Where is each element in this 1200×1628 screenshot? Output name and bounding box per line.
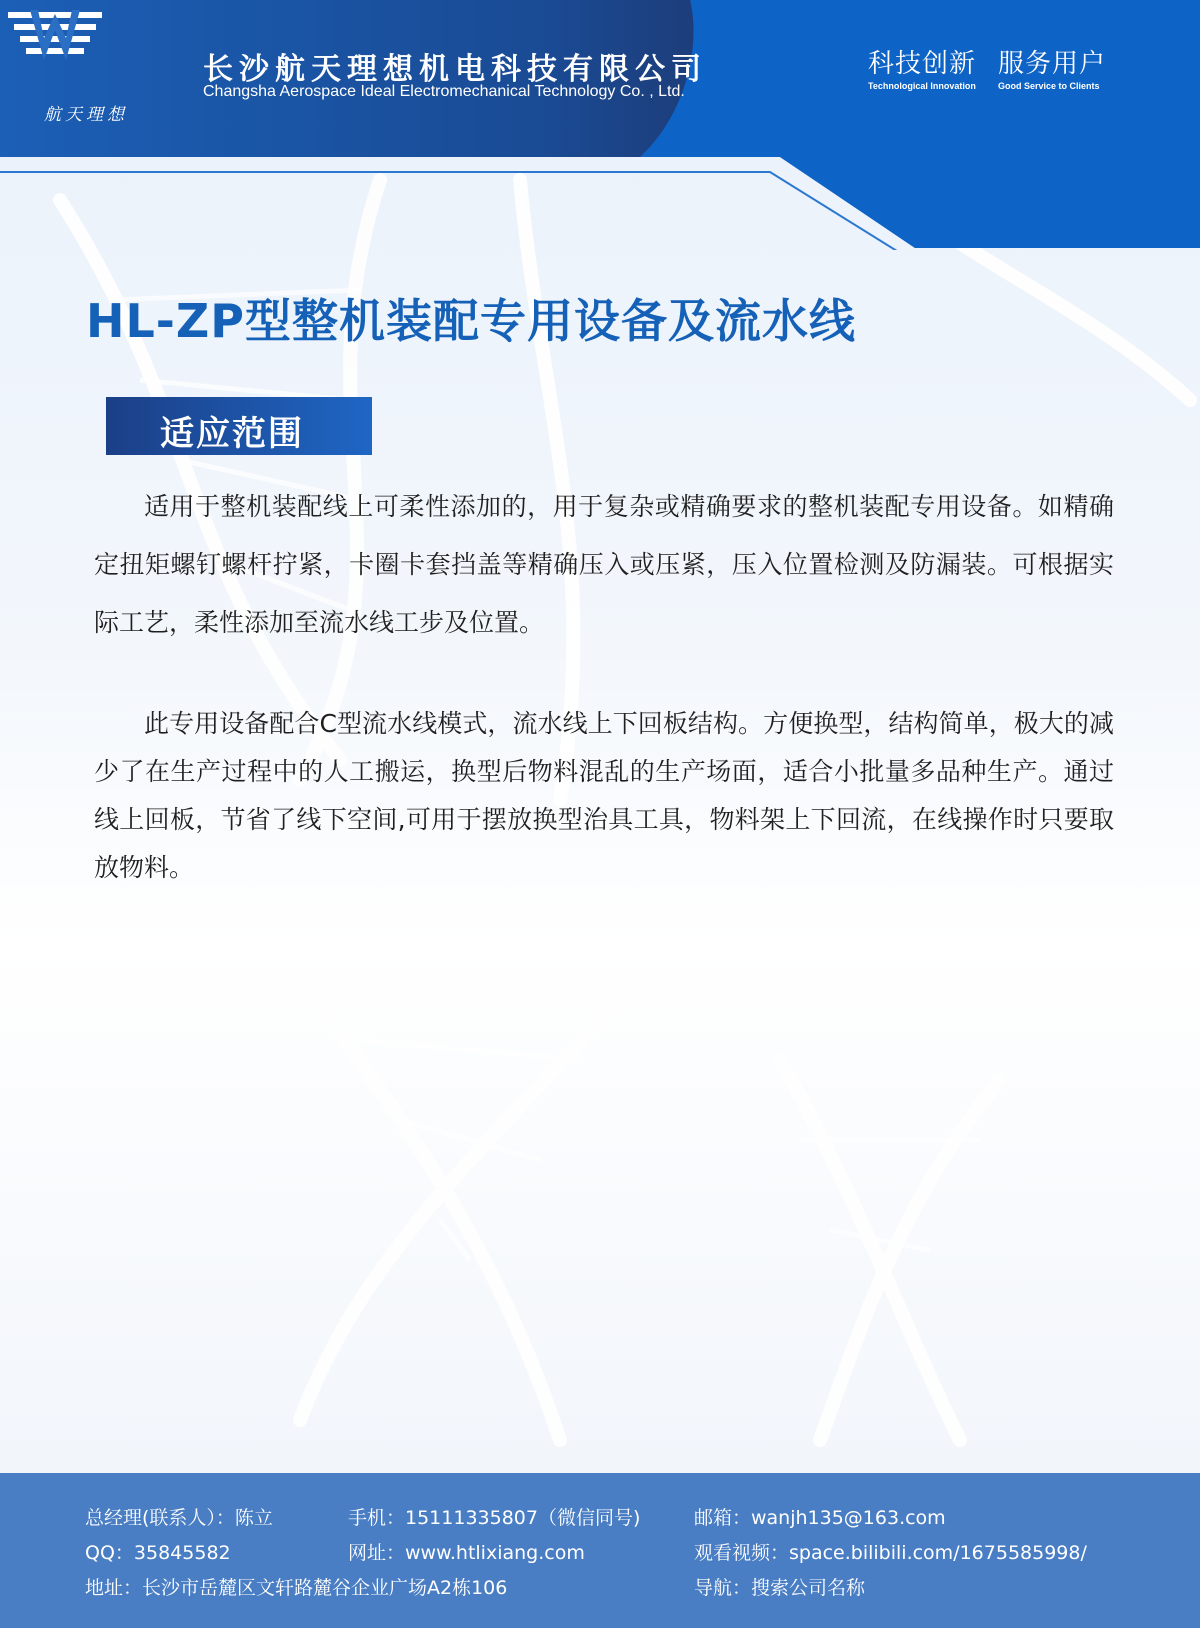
slogan-service [998, 43, 1106, 91]
footer-website[interactable]: 网址：www.htlixiang.com [348, 1542, 585, 1564]
contact-footer [0, 1473, 1200, 1628]
footer-email[interactable]: 邮箱：wanjh135@163.com [694, 1507, 946, 1529]
footer-qq: QQ：35845582 [85, 1542, 231, 1564]
footer-manager: 总经理(联系人）：陈立 [85, 1507, 273, 1529]
footer-navigation: 导航：搜索公司名称 [694, 1577, 866, 1599]
footer-video-link[interactable]: 观看视频：space.bilibili.com/1675585998/ [694, 1542, 1087, 1564]
slogan-innovation-en: Technological Innovation [868, 81, 976, 91]
footer-phone: 手机：15111335807（微信同号) [348, 1507, 641, 1529]
slogan-service-cn: 服务用户 [998, 49, 1107, 79]
company-name-en: Changsha Aerospace Ideal Electromechanical Technology Co. , Ltd. [203, 83, 685, 100]
paragraph-structure: 此专用设备配合C型流水线模式，流水线上下回板结构。方便换型，结构简单，极大的减少了在生产过程中的人工搬运，换型后物料混乱的生产场面，适合小批量多品种生产。通过线上回板，节省了线下空间,可用于摆放换型治具工具，物料架上下回流，在线操作时只要取放物料。 [94, 709, 1114, 882]
slogan-innovation [868, 43, 976, 91]
company-name-cn: 长沙航天理想机电科技有限公司 [203, 52, 707, 87]
section-header [106, 397, 372, 455]
slogan-innovation-cn: 科技创新 [868, 49, 977, 79]
slogan-service-en: Good Service to Clients [998, 81, 1100, 91]
company-logo-icon [0, 0, 110, 95]
header-background-shape [0, 0, 1200, 250]
footer-address: 地址：长沙市岳麓区文轩路麓谷企业广场A2栋106 [85, 1577, 508, 1599]
page-title: HL-ZP型整机装配专用设备及流水线 [86, 294, 856, 348]
header-banner [0, 0, 1200, 250]
paragraph-scope: 适用于整机装配线上可柔性添加的，用于复杂或精确要求的整机装配专用设备。如精确定扭矩螺钉螺杆拧紧，卡圈卡套挡盖等精确压入或压紧，压入位置检测及防漏装。可根据实际工艺，柔性添加至流水线工步及位置。 [94, 492, 1114, 637]
logo-text: 航天理想 [44, 105, 128, 125]
section-header-label: 适应范围 [160, 414, 304, 454]
